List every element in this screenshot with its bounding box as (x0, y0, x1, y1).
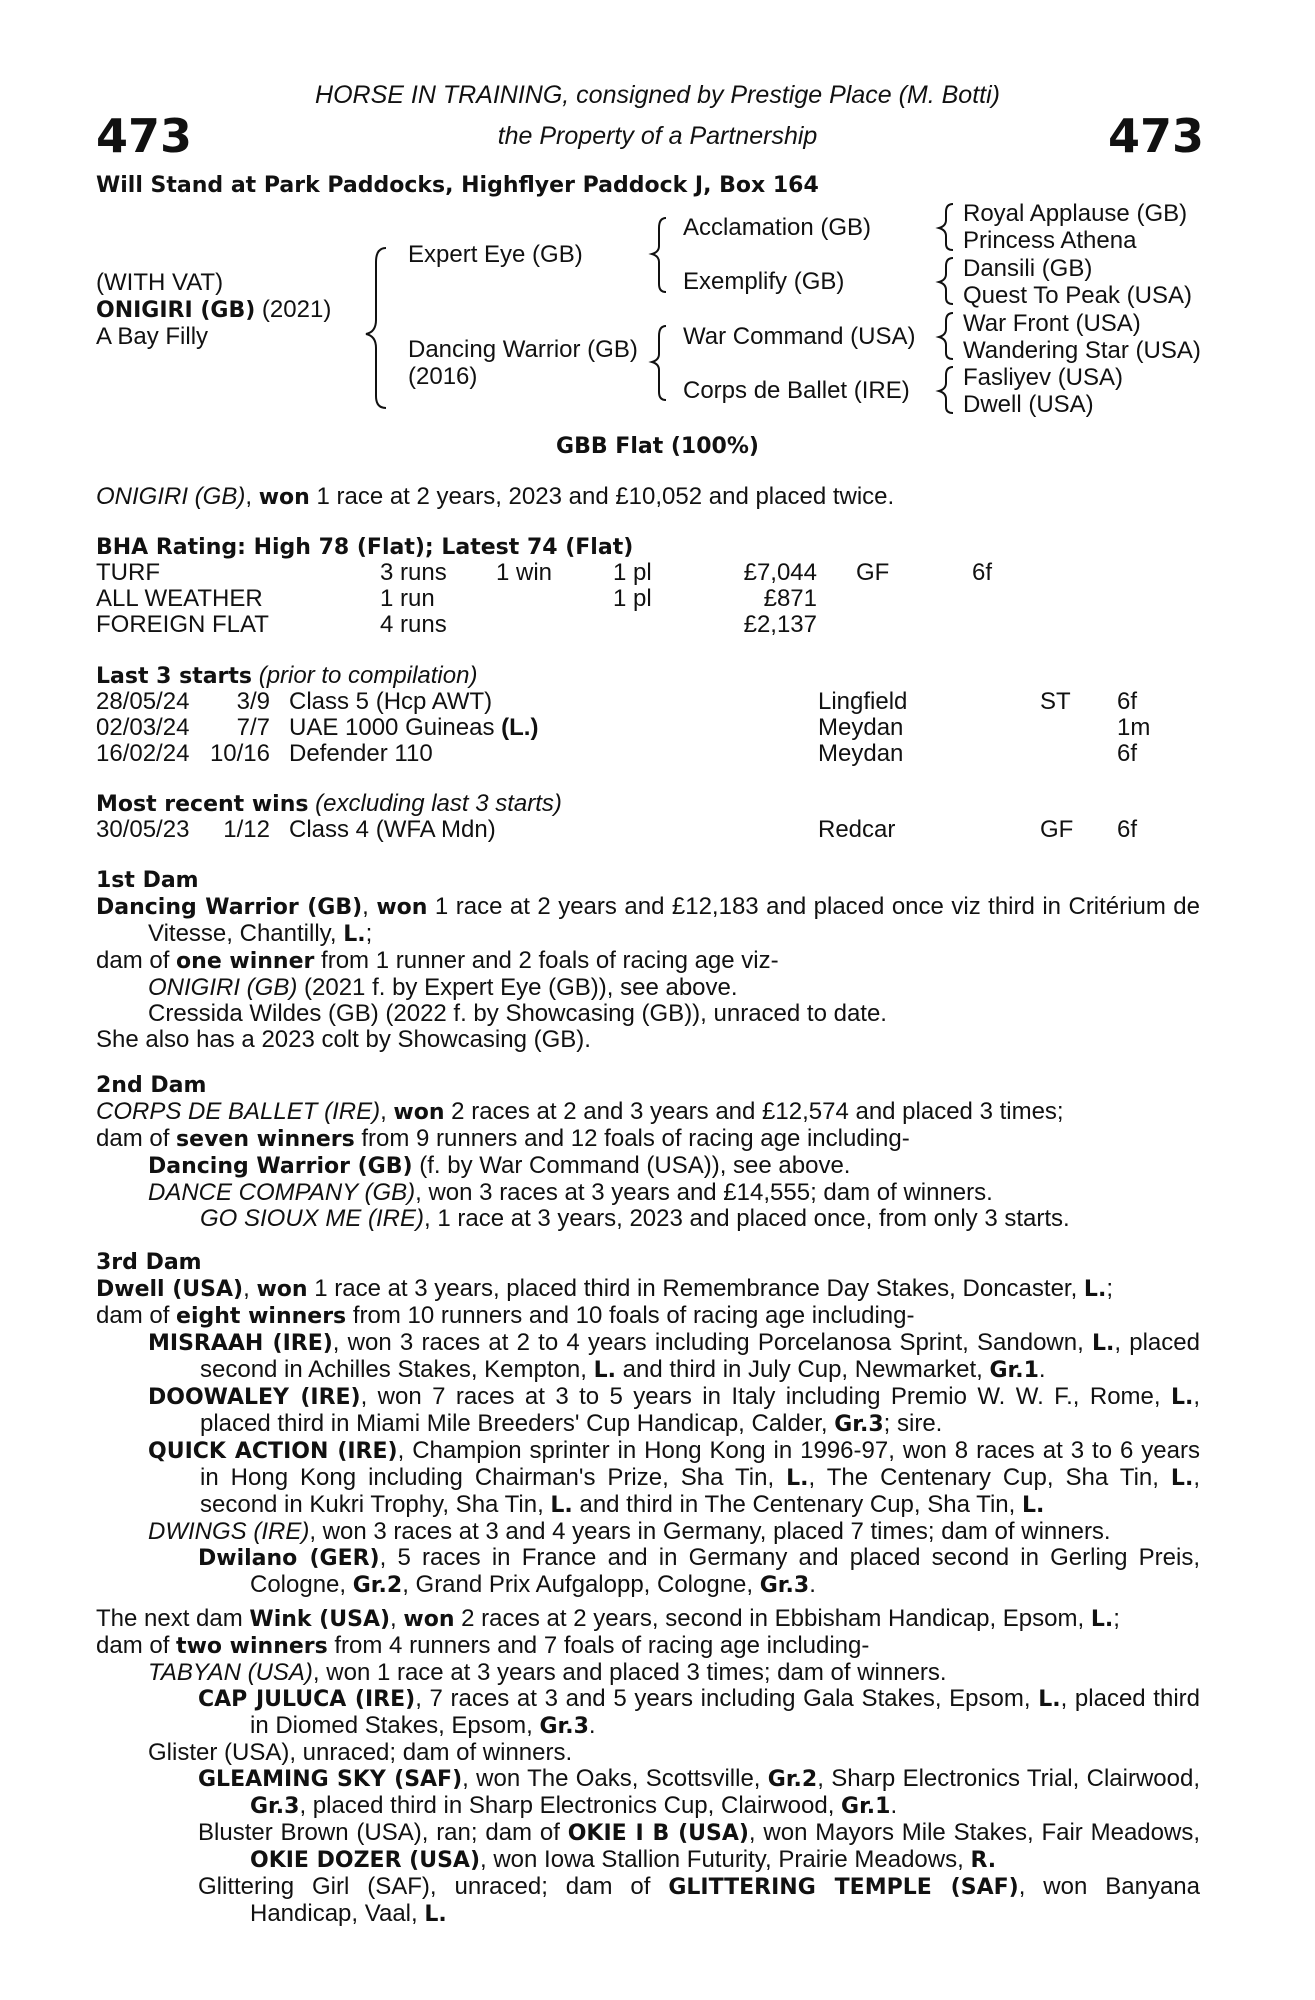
property-line: the Property of a Partnership (497, 122, 818, 150)
dam-dam-sire: Fasliyev (USA) (963, 364, 1124, 391)
next-dam-section (96, 1606, 1200, 1928)
second-dam-section (96, 1073, 1200, 1232)
start-date: 16/02/24 (96, 740, 190, 767)
recent-note: (excluding last 3 starts) (308, 790, 562, 817)
third-dam-foal: DOOWALEY (IRE), won 7 races at 3 to 5 years in Italy including Premio W. W. F., Rome, L., placed third in Miami Mile Breeders' Cup Handicap, Calder, Gr.3; sire. (148, 1383, 1201, 1437)
horse-description: A Bay Filly (96, 323, 209, 350)
recent-heading (96, 791, 562, 818)
third-dam-record: Dwell (USA), won 1 race at 3 years, placed third in Remembrance Day Stakes, Doncaster, L.; (96, 1275, 1113, 1302)
next-dam-foal: TABYAN (USA), won 1 race at 3 years and placed 3 times; dam of winners. (148, 1659, 947, 1686)
win-race: Class 4 (WFA Mdn) (289, 816, 496, 843)
last3-title: Last 3 starts (96, 664, 253, 689)
summary-text: 1 race at 2 years, 2023 and £10,052 and placed twice. (309, 483, 895, 510)
rating-title: BHA Rating: High 78 (Flat); Latest 74 (Flat) (96, 535, 634, 560)
dam-dam: Corps de Ballet (IRE) (683, 377, 910, 404)
summary-name: ONIGIRI (GB) (96, 483, 246, 510)
third-dam-foal: QUICK ACTION (IRE), Champion sprinter in Hong Kong in 1996-97, won 8 races at 3 to 6 years in Hong Kong including Chairman's Prize, Sha Tin, L., The Centenary Cup, Sha Tin, L., second in Kukri Trophy, Sha Tin, L. and third in The Centenary Cup, Sha Tin, L. (148, 1437, 1200, 1518)
second-dam-grandfoal: GO SIOUX ME (IRE), 1 race at 3 years, 2023 and placed once, from only 3 starts. (200, 1205, 1070, 1232)
consignor-line: HORSE IN TRAINING, consigned by Prestige Place (M. Botti) (315, 81, 1000, 109)
lot-number-left: 473 (96, 109, 193, 163)
dam-dam-dam: Dwell (USA) (963, 391, 1094, 418)
next-dam-grandfoal: Bluster Brown (USA), ran; dam of OKIE I B (USA), won Mayors Mile Stakes, Fair Meadows, OKIE DOZER (USA), won Iowa Stallion Futurity, Prairie Meadows, R. (198, 1819, 1200, 1873)
dam-sire: War Command (USA) (683, 323, 916, 350)
sire-name: Expert Eye (GB) (408, 241, 583, 268)
third-dam-produce: dam of eight winners from 10 runners and 10 foals of racing age including- (96, 1302, 915, 1329)
win-position: 1/12 (223, 816, 270, 843)
pedigree-braces (0, 0, 1315, 430)
rating-runs: 1 run (380, 585, 435, 612)
sire-sire-sire: Royal Applause (GB) (963, 200, 1188, 227)
summary-won: won (258, 485, 310, 510)
third-dam-section (96, 1250, 1200, 1599)
horse-summary: ONIGIRI (GB), won 1 race at 2 years, 2023 and £10,052 and placed twice. (96, 483, 895, 510)
first-dam-title: 1st Dam (96, 868, 199, 893)
start-race: Class 5 (Hcp AWT) (289, 688, 493, 715)
start-going: ST (1040, 688, 1071, 715)
rating-money: £871 (763, 585, 817, 612)
rating-surface: TURF (96, 559, 160, 586)
sire-sire: Acclamation (GB) (683, 214, 872, 241)
next-dam-grandfoal: Glittering Girl (SAF), unraced; dam of GLITTERING TEMPLE (SAF), won Banyana Handicap, Vaal, L. (198, 1873, 1200, 1927)
start-position: 3/9 (236, 688, 270, 715)
win-distance: 6f (1117, 816, 1138, 843)
first-dam-record: Dancing Warrior (GB), won 1 race at 2 years and £12,183 and placed once viz third in Critérium de Vitesse, Chantilly, L.; (96, 893, 1200, 947)
sire-dam: Exemplify (GB) (683, 268, 845, 295)
second-dam-title: 2nd Dam (96, 1073, 207, 1098)
third-dam-grandfoal: Dwilano (GER), 5 races in France and in Germany and placed second in Gerling Preis, Cologne, Gr.2, Grand Prix Aufgalopp, Cologne, Gr.3. (198, 1544, 1200, 1598)
start-position: 7/7 (236, 714, 270, 741)
recent-title: Most recent wins (96, 792, 309, 817)
start-race: UAE 1000 Guineas (L.) (289, 714, 539, 741)
start-date: 02/03/24 (96, 714, 190, 741)
next-dam-record: The next dam Wink (USA), won 2 races at 2 years, second in Ebbisham Handicap, Epsom, L.; (96, 1605, 1120, 1632)
start-distance: 6f (1117, 740, 1138, 767)
dam-sire-dam: Wandering Star (USA) (963, 337, 1201, 364)
next-dam-grandfoal: GLEAMING SKY (SAF), won The Oaks, Scottsville, Gr.2, Sharp Electronics Trial, Clairwood, Gr.3, placed third in Sharp Electronics Cup, Clairwood, Gr.1. (198, 1765, 1200, 1819)
gbb-label: GBB Flat (100%) (556, 434, 759, 459)
dam-name: Dancing Warrior (GB) (408, 336, 638, 363)
rating-going: GF (856, 559, 890, 586)
third-dam-foal: DWINGS (IRE), won 3 races at 3 and 4 years in Germany, placed 7 times; dam of winners. (148, 1518, 1111, 1545)
rating-wins: 1 win (496, 559, 553, 586)
start-course: Meydan (818, 740, 904, 767)
dam-year: (2016) (408, 363, 478, 390)
first-dam-foal: ONIGIRI (GB) (2021 f. by Expert Eye (GB)), see above. (148, 974, 738, 1001)
third-dam-title: 3rd Dam (96, 1250, 202, 1275)
start-position: 10/16 (209, 740, 270, 767)
vat-label: (WITH VAT) (96, 269, 224, 296)
rating-money: £2,137 (743, 611, 817, 638)
rating-money: £7,044 (743, 559, 817, 586)
second-dam-record: CORPS DE BALLET (IRE), won 2 races at 2 and 3 years and £12,574 and placed 3 times; (96, 1098, 1064, 1125)
location-line: Will Stand at Park Paddocks, Highflyer Paddock J, Box 164 (96, 173, 819, 198)
second-dam-foal: DANCE COMPANY (GB), won 3 races at 3 years and £14,555; dam of winners. (148, 1179, 993, 1206)
sire-dam-sire: Dansili (GB) (963, 255, 1093, 282)
rating-dist: 6f (972, 559, 993, 586)
win-course: Redcar (818, 816, 896, 843)
rating-surface: FOREIGN FLAT (96, 611, 269, 638)
win-date: 30/05/23 (96, 816, 190, 843)
horse-year: (2021) (255, 296, 332, 323)
start-course: Lingfield (818, 688, 908, 715)
first-dam-also: She also has a 2023 colt by Showcasing (GB). (96, 1026, 591, 1053)
first-dam-produce: dam of one winner from 1 runner and 2 foals of racing age viz- (96, 947, 779, 974)
last3-heading (96, 663, 477, 690)
horse-name: ONIGIRI (GB) (96, 298, 256, 323)
rating-pl: 1 pl (613, 559, 652, 586)
sire-dam-dam: Quest To Peak (USA) (963, 282, 1192, 309)
rating-surface: ALL WEATHER (96, 585, 263, 612)
third-dam-foal: MISRAAH (IRE), won 3 races at 2 to 4 years including Porcelanosa Sprint, Sandown, L., placed second in Achilles Stakes, Kempton, L. and third in July Cup, Newmarket, Gr.1. (148, 1329, 1200, 1383)
second-dam-foal: Dancing Warrior (GB) (f. by War Command (USA)), see above. (148, 1152, 851, 1179)
lot-number-right: 473 (1107, 109, 1204, 163)
last3-note: (prior to compilation) (252, 662, 478, 689)
rating-pl: 1 pl (613, 585, 652, 612)
rating-runs: 4 runs (380, 611, 447, 638)
dam-sire-sire: War Front (USA) (963, 310, 1141, 337)
next-dam-foal: Glister (USA), unraced; dam of winners. (148, 1739, 573, 1766)
first-dam-section (96, 868, 1200, 1053)
start-distance: 1m (1117, 714, 1151, 741)
next-dam-produce: dam of two winners from 4 runners and 7 foals of racing age including- (96, 1632, 870, 1659)
win-going: GF (1040, 816, 1074, 843)
start-distance: 6f (1117, 688, 1138, 715)
sire-sire-dam: Princess Athena (963, 227, 1137, 254)
first-dam-foal: Cressida Wildes (GB) (2022 f. by Showcasing (GB)), unraced to date. (148, 1000, 887, 1027)
start-date: 28/05/24 (96, 688, 190, 715)
rating-runs: 3 runs (380, 559, 447, 586)
start-race: Defender 110 (289, 740, 433, 767)
start-course: Meydan (818, 714, 904, 741)
second-dam-produce: dam of seven winners from 9 runners and 12 foals of racing age including- (96, 1125, 910, 1152)
next-dam-grandfoal: CAP JULUCA (IRE), 7 races at 3 and 5 years including Gala Stakes, Epsom, L., placed third in Diomed Stakes, Epsom, Gr.3. (198, 1685, 1200, 1739)
